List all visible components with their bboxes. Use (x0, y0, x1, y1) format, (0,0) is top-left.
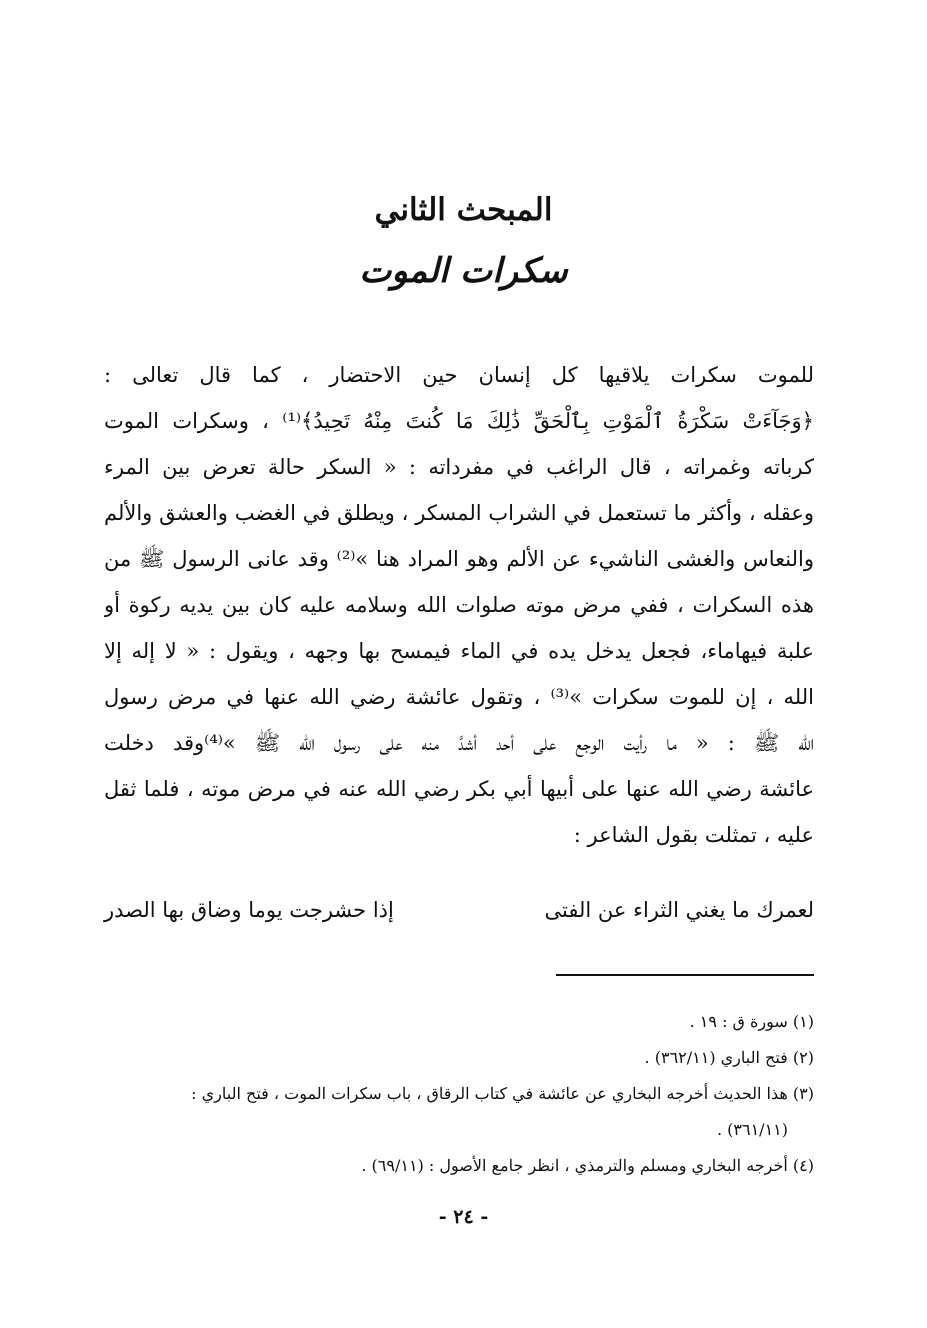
heading-block (0, 188, 927, 296)
footnote-4: (٤) أخرجه البخاري ومسلم والترمذي ، انظر جامع الأصول : (٦٩/١١) . (361, 1156, 814, 1175)
body-line: للموت سكرات يلاقيها كل إنسان حين الاحتضار ، كما قال تعالى : (104, 363, 814, 387)
verse-first-hemistich: لعمرك ما يغني الثراء عن الفتى (544, 898, 814, 922)
body-line: عليه ، تمثلت بقول الشاعر : (573, 823, 814, 847)
body-line: عائشة رضي الله عنها على أبيها أبي بكر رضي الله عنه في مرض موته ، فلما ثقل (104, 777, 814, 801)
footnotes (104, 1004, 814, 1184)
body-line: هذه السكرات ، ففي مرض موته صلوات الله وسلامه عليه كان بين يديه ركوة أو (104, 593, 814, 617)
footnote-1: (١) سورة ق : ١٩ . (689, 1012, 814, 1031)
section-heading: المبحث الثاني (374, 192, 553, 228)
footnote-3: (٣) هذا الحديث أخرجه البخاري عن عائشة في كتاب الرقاق ، باب سكرات الموت ، فتح الباري : (191, 1084, 814, 1103)
body-paragraph (104, 352, 814, 858)
body-line: الله ﷺ : « ما رأيت الوجع على أحد أشدَّ منه على رسول الله ﷺ »⁽⁴⁾وقد دخلت (104, 731, 814, 755)
chapter-title: سكرات الموت (359, 251, 568, 291)
page-number: - ٢٤ - (438, 1206, 489, 1228)
body-line: علبة فيهاماء، فجعل يدخل يده في الماء فيمسح بها وجهه ، ويقول : « لا إله إلا (104, 639, 814, 663)
body-line: الله ، إن للموت سكرات »⁽³⁾ ، وتقول عائشة رضي الله عنها في مرض رسول (104, 685, 814, 709)
verse-second-hemistich: إذا حشرجت يوما وضاق بها الصدر (104, 898, 394, 922)
body-line: وعقله ، وأكثر ما تستعمل في الشراب المسكر ، ويطلق في الغضب والعشق والألم (104, 501, 814, 525)
body-line: كرباته وغمراته ، قال الراغب في مفرداته : « السكر حالة تعرض بين المرء (104, 455, 814, 479)
footnote-separator (556, 974, 814, 976)
footnote-2: (٢) فتح الباري (٣٦٢/١١) . (644, 1048, 814, 1067)
body-line: والنعاس والغشى الناشيء عن الألم وهو المراد هنا »⁽²⁾ وقد عانى الرسول ﷺ من (104, 547, 814, 571)
body-line: ﴿وَجَآءَتْ سَكْرَةُ ٱلْمَوْتِ بِٱلْحَقِّ ذَٰلِكَ مَا كُنتَ مِنْهُ تَحِيدُ﴾⁽¹⁾ ، وسكرات الموت (104, 409, 814, 433)
footnote-3-continued: (٣٦١/١١) . (716, 1120, 788, 1139)
